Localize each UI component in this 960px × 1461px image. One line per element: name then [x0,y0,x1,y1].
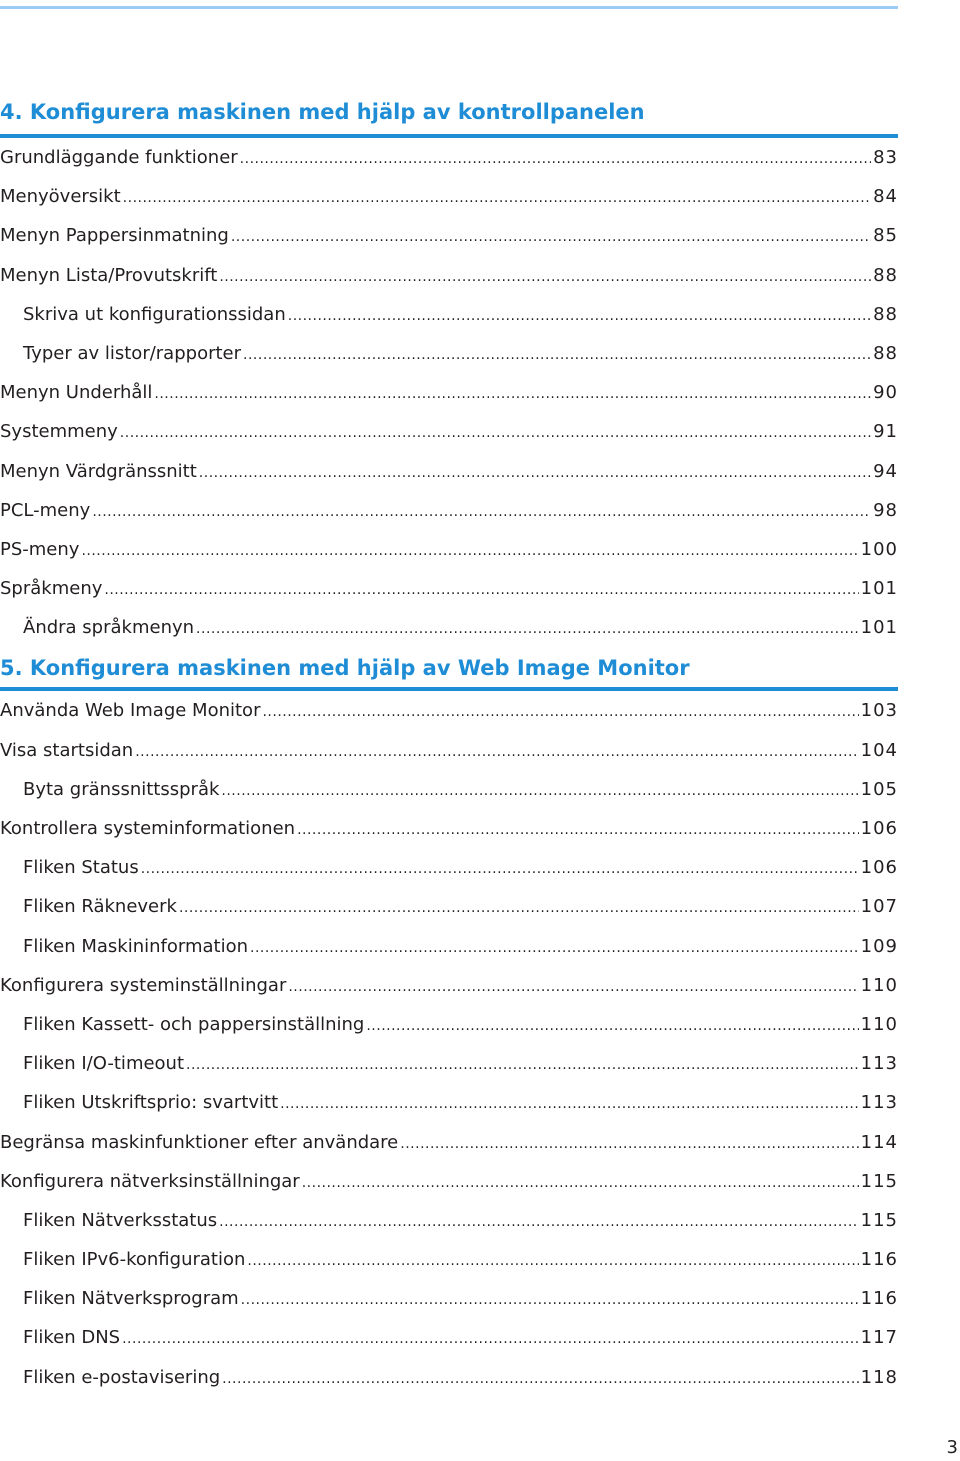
toc-entry-label: Ändra språkmenyn [23,617,195,639]
toc-entry[interactable] [0,608,898,647]
toc-entry[interactable] [0,731,898,770]
toc-entry[interactable] [0,1044,898,1083]
toc-entry[interactable] [0,887,898,926]
toc-entry-label: Fliken DNS [23,1327,121,1349]
toc-entry[interactable] [0,809,898,848]
toc-entry-page: 103 [860,700,898,722]
toc-entry-page: 101 [860,578,898,600]
toc-entry-label: Fliken Nätverksstatus [23,1209,218,1231]
toc-entry-label: Menyn Värdgränssnitt [0,460,197,482]
toc-entry-page: 113 [860,1053,898,1075]
toc-entry-page: 91 [873,421,898,443]
toc-entry-page: 105 [860,778,898,800]
toc-entry[interactable] [0,1279,898,1318]
toc-entry-label: Grundläggande funktioner [0,147,238,168]
toc-entry-label: Konfigurera systeminställningar [0,974,287,996]
toc-entry-page: 88 [873,342,898,364]
toc-entry-page: 84 [873,186,898,208]
toc-entry-page: 104 [860,739,898,761]
dot-leader [231,218,871,257]
toc-entry[interactable] [0,412,898,451]
toc-entry-label: Fliken e-postavisering [23,1366,221,1388]
toc-entry-page: 101 [860,617,898,639]
toc-entry-label: Använda Web Image Monitor [0,700,261,722]
dot-leader [297,811,859,850]
toc-entry-page: 110 [860,974,898,996]
top-rule [0,6,898,9]
toc-entry-label: Fliken Maskininformation [23,935,248,957]
dot-leader [302,1164,859,1203]
dot-leader [240,140,871,179]
toc-entry-page: 113 [860,1092,898,1114]
toc-entry[interactable] [0,138,898,177]
dot-leader [222,1360,858,1399]
toc-entry-label: Menyn Pappersinmatning [0,225,229,247]
toc-entry-label: Språkmeny [0,578,103,600]
dot-leader [219,258,871,297]
dot-leader [221,772,858,811]
dot-leader [243,336,871,375]
toc-entry-page: 107 [860,896,898,918]
toc-entry[interactable] [0,334,898,373]
dot-leader [123,179,871,218]
toc-entry[interactable] [0,1123,898,1162]
toc-entry-page: 88 [873,264,898,286]
toc-entry[interactable] [0,966,898,1005]
toc-entry[interactable] [0,177,898,216]
toc-entry-page: 115 [860,1209,898,1231]
chapter-heading[interactable]: 5. Konfigurera maskinen med hjälp av Web Image Monitor [0,649,898,691]
toc-entry[interactable] [0,530,898,569]
toc-entry[interactable] [0,256,898,295]
toc-entry[interactable] [0,1240,898,1279]
toc-entry-label: Byta gränssnittsspråk [23,778,220,800]
dot-leader [250,929,859,968]
toc-entry[interactable] [0,1162,898,1201]
dot-leader [280,1085,858,1124]
toc-entry-label: Typer av listor/rapporter [23,342,242,364]
dot-leader [241,1281,859,1320]
toc-entry-label: PCL-meny [0,499,91,521]
toc-entry-label: Menyn Lista/Provutskrift [0,264,218,286]
toc-entry-page: 106 [860,818,898,839]
toc-entry-label: Konfigurera nätverksinställningar [0,1170,300,1192]
toc-entry-label: Fliken Kassett- och pappersinställning [23,1013,365,1035]
toc-entry-page: 88 [873,303,898,325]
toc-entry[interactable] [0,216,898,255]
dot-leader [288,968,858,1007]
toc-entry-label: Skriva ut konfigurationssidan [23,303,286,325]
toc-entry-label: Fliken Nätverksprogram [23,1288,239,1310]
toc-entry-page: 116 [860,1249,898,1271]
dot-leader [288,297,871,336]
dot-leader [199,454,871,493]
toc-entry[interactable] [0,1005,898,1044]
toc-entry-page: 85 [873,225,898,247]
toc-entry-page: 115 [860,1170,898,1192]
toc-entry[interactable] [0,691,898,730]
dot-leader [247,1242,858,1281]
toc-entry-page: 116 [860,1288,898,1310]
dot-leader [196,610,859,649]
toc-entry-label: Menyöversikt [0,186,121,208]
toc-entry-page: 117 [860,1327,898,1349]
toc-entry[interactable] [0,295,898,334]
toc-entry[interactable] [0,848,898,887]
dot-leader [262,693,858,732]
toc-entry-label: PS-meny [0,538,80,560]
toc-entry-label: Fliken Räkneverk [23,896,177,918]
toc-entry-label: Fliken I/O-timeout [23,1053,185,1075]
toc-entry-page: 110 [860,1013,898,1035]
toc-entry[interactable] [0,373,898,412]
dot-leader [186,1046,859,1085]
toc-entry[interactable] [0,1358,898,1397]
toc-entry[interactable] [0,491,898,530]
toc-entry-page: 114 [860,1131,898,1153]
toc-entry-page: 109 [860,935,898,957]
toc-entry-label: Fliken Status [23,857,139,879]
toc-entry-page: 94 [873,460,898,482]
toc-entry-page: 90 [873,382,898,404]
dot-leader [366,1007,858,1046]
toc-entry-label: Fliken Utskriftsprio: svartvitt [23,1092,279,1114]
dot-leader [92,493,871,532]
toc-entry-label: Menyn Underhåll [0,382,153,404]
toc-entry[interactable] [0,1318,898,1357]
toc-entry[interactable] [0,1201,898,1240]
dot-leader [120,414,871,453]
toc-entry[interactable] [0,1083,898,1122]
dot-leader [219,1203,859,1242]
toc-entry-page: 100 [860,538,898,560]
dot-leader [122,1320,859,1359]
toc-entry[interactable] [0,927,898,966]
dot-leader [400,1125,858,1164]
toc-entry[interactable] [0,452,898,491]
toc-entry-label: Begränsa maskinfunktioner efter användare [0,1131,399,1153]
table-of-contents [0,93,898,1397]
toc-entry-label: Systemmeny [0,421,118,443]
toc-entry-label: Fliken IPv6-konfiguration [23,1249,246,1271]
toc-entry-page: 118 [860,1366,898,1388]
toc-entry-label: Kontrollera systeminformationen [0,818,296,839]
dot-leader [154,375,871,414]
dot-leader [135,733,858,772]
dot-leader [104,571,858,610]
toc-entry-page: 106 [860,857,898,879]
dot-leader [179,889,859,928]
toc-entry[interactable] [0,770,898,809]
toc-entry[interactable] [0,569,898,608]
toc-entry-page: 98 [873,499,898,521]
dot-leader [81,532,858,571]
toc-entry-page: 83 [873,147,898,168]
toc-entry-label: Visa startsidan [0,739,134,761]
chapter-heading[interactable]: 4. Konfigurera maskinen med hjälp av kontrollpanelen [0,93,898,138]
dot-leader [141,850,859,889]
page-number: 3 [946,1437,958,1458]
